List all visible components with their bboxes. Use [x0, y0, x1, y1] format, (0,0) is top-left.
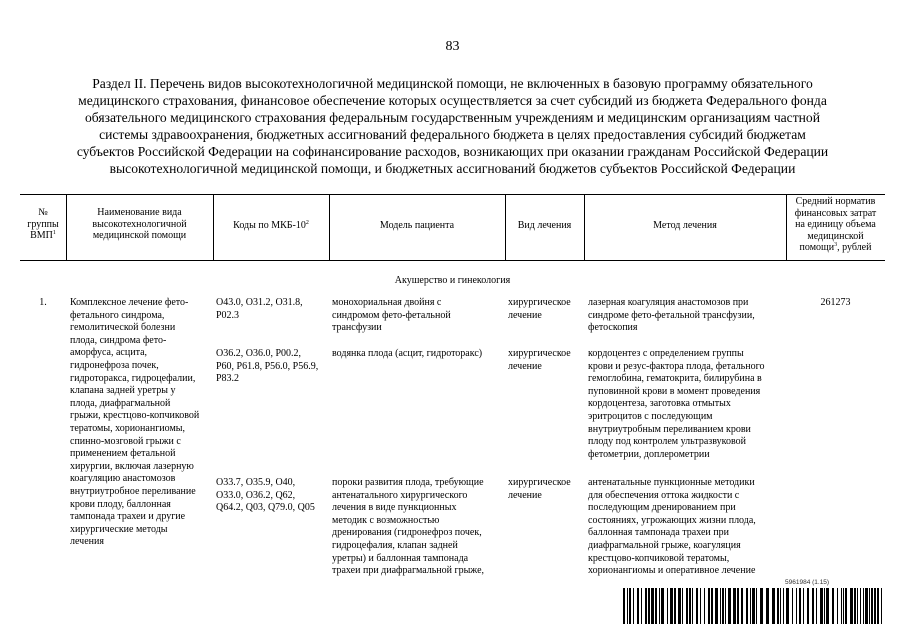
table-section-heading: Акушерство и гинекология	[394, 275, 511, 286]
treatment-method: кордоцентез с определением группы крови и резус-фактора плода, фетального гемоглобина, гематокрита, билирубина в пуповинной крови в момент проведения кордоцентеза, заготовка отмытых эритроцитов с последующим внутриутробным переливанием крови плоду под контролем ультразвуковой фетометрии, доплерометрии	[588, 348, 765, 460]
header-bottom-border	[20, 260, 885, 261]
header-patient-model: Модель пациента	[379, 220, 455, 231]
treatment-method: антенатальные пункционные методики для обеспечения оттока жидкости с последующим дренированием при состояниях, угрожающих жизни плода, баллонная тампонада трахеи при диафрагмальной грыже, коагуляция крестцово-копчиковой тератомы, хорионангиомы и оперативное лечение	[588, 477, 756, 577]
barcode-label: 5961984 (1.15)	[785, 579, 830, 586]
title-line: высокотехнологичной медицинской помощи, и бюджетных ассигнований бюджетов субъектов Российской Федерации	[109, 160, 796, 176]
icd-codes: O36.2, O36.0, P00.2, P60, P61.8, P56.0, P56.9, P83.2	[216, 348, 319, 385]
header-cost: Средний норматив финансовых затрат на единицу объема медицинской помощи$^3$, рублей	[794, 196, 877, 253]
barcode-icon	[623, 588, 885, 624]
title-line: медицинского страхования, финансовое обеспечение которых осуществляется за счет субсидий из бюджета Федерального фонда	[78, 92, 827, 108]
cost-value: 261273	[820, 297, 851, 308]
title-line: системы здравоохранения, бюджетных ассигнований федерального бюджета в целях предоставления субсидий бюджетам	[99, 126, 806, 142]
patient-model: пороки развития плода, требующие антенатального хирургического лечения в виде пункционных методик с возможностью дренирования (гидронефроз почек, гидроцефалия, клапан задней уретры) и баллонная тампонада трахеи при диафрагмальной грыже,	[332, 477, 485, 577]
table-top-border	[20, 194, 885, 195]
care-type-name: Комплексное лечение фето- фетального синдрома, гемолитической болезни плода, синдрома фето- аморфуса, асцита, гидронефроза почек, гидроторакса, гидроцефалии, клапана задней уретры у плода, диафрагмальной грыжи, крестцово-копчиковой тератомы, хорионангиомы, спинно-мозговой грыжи с применением фетальной хирургии, включая лазерную коагуляцию анастомозов внутриутробное переливание крови плоду, баллонная тампонада трахеи и другие хирургические методы лечения	[70, 297, 200, 548]
page-number: 83	[445, 39, 460, 54]
icd-codes: O43.0, O31.2, O31.8, P02.3	[216, 297, 303, 321]
patient-model: водянка плода (асцит, гидроторакс)	[332, 348, 483, 359]
title-line: Раздел II. Перечень видов высокотехнологичной медицинской помощи, не включенных в базовую программу обязательного	[92, 76, 813, 91]
header-codes: Коды по МКБ-$10^2$	[233, 220, 309, 231]
header-treatment-method: Метод лечения	[653, 220, 717, 231]
icd-codes: O33.7, O35.9, O40, O33.0, O36.2, Q62, Q64.2, Q03, Q79.0, Q05	[216, 477, 315, 514]
treatment-type: хирургическое лечение	[508, 297, 571, 321]
title-line: субъектов Российской Федерации на софинансирование расходов, возникающих при оказании гражданам Российской Федерации	[76, 143, 829, 159]
treatment-type: хирургическое лечение	[508, 477, 571, 501]
section-title	[20, 76, 885, 177]
header-name: Наименование вида высокотехнологичной медицинской помощи	[92, 207, 187, 241]
patient-model: монохориальная двойня с синдромом фето-фетальной трансфузии	[332, 297, 451, 334]
header-group-no: № группы ВМП$^1$	[27, 207, 59, 241]
treatment-method: лазерная коагуляция анастомозов при синдроме фето-фетальной трансфузии, фетоскопия	[588, 297, 755, 334]
treatment-type: хирургическое лечение	[508, 348, 571, 372]
title-line: обязательного медицинского страхования федеральным государственным учреждениям и медицинским организациям частной	[84, 109, 821, 125]
header-treatment-type: Вид лечения	[517, 220, 572, 231]
row-number: 1.	[39, 297, 47, 308]
